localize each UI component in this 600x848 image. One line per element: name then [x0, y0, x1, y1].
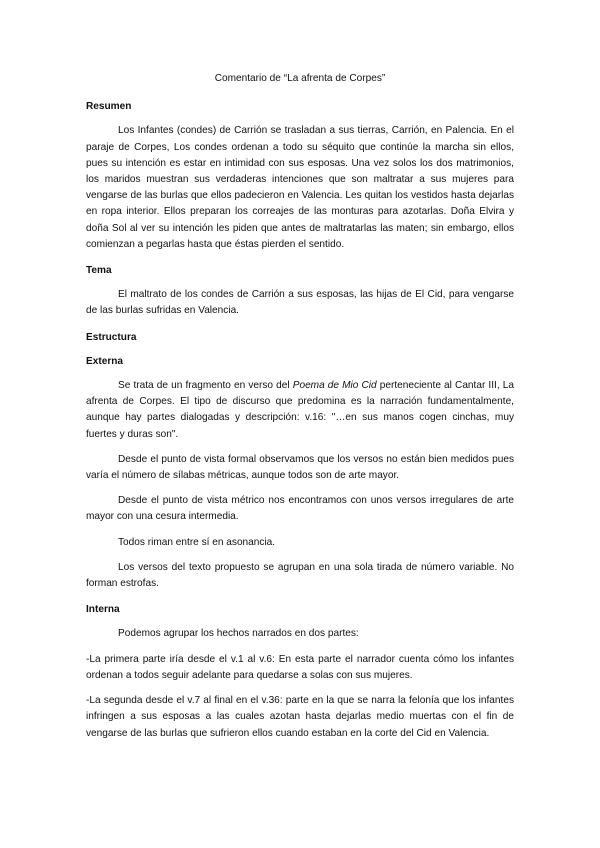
- resumen-paragraph: Los Infantes (condes) de Carrión se trasladan a sus tierras, Carrión, en Palencia. En el paraje de Corpes, Los condes ordenan a todo su séquito que continúe la marcha sin ellos, pues su intención es estar en intimidad con sus esposas. Una vez solos los dos matrimonios, los maridos muestran sus verdaderas intenciones que son maltratar a sus mujeres para vengarse de las burlas que ellos padecieron en Valencia. Les quitan los vestidos hasta dejarlas en ropa interior. Ellos preparan los correajes de las monturas para azotarlas. Doña Elvira y doña Sol al ver su intención les piden que antes de maltratarlas las maten; sin embargo, ellos comienzan a pegarlas hasta que éstas pierden el sentido.: [86, 125, 514, 250]
- interna-intro: Podemos agrupar los hechos narrados en dos partes:: [118, 628, 359, 640]
- heading-interna: Interna: [86, 604, 120, 616]
- heading-resumen: Resumen: [86, 101, 132, 113]
- document-title: Comentario de “La afrenta de Corpes”: [214, 73, 386, 84]
- heading-externa: Externa: [86, 355, 124, 367]
- externa-paragraph-3: Desde el punto de vista métrico nos encontramos con unos versos irregulares de arte mayor con una cesura intermedia.: [86, 495, 514, 523]
- externa-paragraph-1-end: perteneciente al Cantar III, La afrenta de Corpes. El tipo de discurso que predomina es la narración fundamentalmente, aunque hay partes dialogadas y descripción: v.16: "…en sus manos cogen cinchas, muy fuertes y duras son".: [86, 380, 514, 440]
- heading-tema: Tema: [86, 265, 112, 277]
- externa-paragraph-1-start: Se trata de un fragmento en verso del: [118, 380, 293, 392]
- interna-part-2: -La segunda desde el v.7 al final en el v.36: parte en la que se narra la felonía que los infantes infringen a sus esposas a las cuales azotan hasta dejarlas medio muertas con el fin de vengarse de las burlas que sufrieron ellos cuando estaban en la corte del Cid en Valencia.: [86, 695, 514, 739]
- externa-paragraph-2: Desde el punto de vista formal observamos que los versos no están bien medidos pues varía el número de sílabas métricas, aunque todos son de arte mayor.: [86, 453, 514, 482]
- tema-paragraph: El maltrato de los condes de Carrión a sus esposas, las hijas de El Cid, para vengarse de las burlas sufridas en Valencia.: [86, 289, 514, 317]
- heading-estructura: Estructura: [86, 331, 137, 343]
- externa-paragraph-4: Todos riman entre sí en asonancia.: [118, 536, 276, 548]
- poem-title: Poema de Mio Cid: [292, 380, 377, 392]
- interna-part-1: -La primera parte iría desde el v.1 al v.6: En esta parte el narrador cuenta cómo los infantes ordenan a todos seguir adelante para quedarse a solas con sus mujeres.: [86, 653, 514, 681]
- externa-paragraph-1: [86, 378, 514, 443]
- externa-paragraph-5: Los versos del texto propuesto se agrupan en una sola tirada de número variable. No forman estrofas.: [86, 561, 514, 590]
